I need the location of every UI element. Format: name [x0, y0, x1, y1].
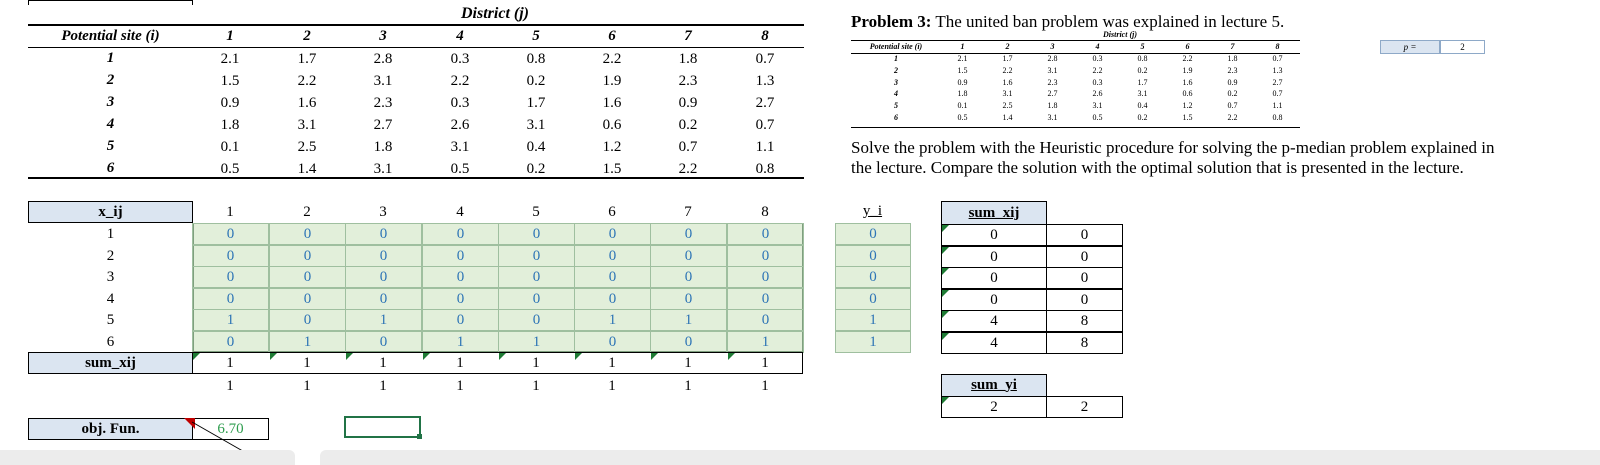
sum-xij-label: sum_xij — [941, 201, 1047, 225]
mini-distance-value: 3.1 — [1002, 89, 1013, 99]
x-rhs-cell: 1 — [226, 378, 234, 394]
x-cell-input[interactable]: 0 — [574, 266, 651, 288]
distance-value: 1.8 — [678, 51, 698, 67]
x-cell-input[interactable]: 1 — [345, 309, 422, 331]
district-col-header: 1 — [226, 28, 234, 44]
error-indicator — [728, 353, 735, 360]
distance-value: 3.1 — [373, 73, 393, 89]
mini-distance-value: 1.5 — [957, 65, 968, 75]
mini-district-header: District (j) — [1103, 30, 1137, 39]
mini-distance-value: 0.8 — [1137, 54, 1148, 63]
sum-xij-cell[interactable]: 0 — [941, 289, 1047, 311]
mini-distance-value: 1.6 — [1182, 77, 1193, 87]
p-value[interactable]: 2 — [1440, 40, 1485, 54]
site-label: 3 — [106, 94, 115, 110]
x-sum-cell[interactable]: 1 — [608, 355, 616, 371]
mini-corner-label: Potential site (i) — [869, 42, 923, 51]
site-label: 1 — [106, 50, 115, 66]
mini-distance-value: 0.7 — [1272, 89, 1283, 99]
mini-col-header: 1 — [960, 42, 965, 51]
distance-value: 1.5 — [602, 161, 622, 177]
problem-title: Problem 3: — [851, 12, 932, 31]
mini-distance-value: 0.8 — [1272, 113, 1283, 122]
error-indicator — [270, 353, 277, 360]
fill-handle[interactable] — [417, 434, 422, 439]
distance-value: 0.7 — [755, 117, 775, 133]
distance-value: 2.1 — [220, 51, 240, 67]
x-sum-cell[interactable]: 1 — [456, 355, 464, 371]
x-cell-input[interactable]: 0 — [574, 288, 651, 310]
mini-distance-value: 3.1 — [1047, 65, 1058, 75]
y-table-label: y_i — [862, 203, 883, 219]
x-cell-input[interactable]: 0 — [345, 331, 422, 353]
distance-value: 3.1 — [526, 117, 546, 133]
x-cell-input[interactable]: 0 — [422, 288, 499, 310]
mini-distance-value: 0.7 — [1227, 101, 1238, 111]
x-row-label: 5 — [106, 312, 115, 328]
error-indicator — [193, 353, 200, 360]
distance-value: 0.3 — [450, 51, 470, 67]
mini-site-label: 2 — [894, 65, 898, 75]
distance-value: 3.1 — [450, 139, 470, 155]
distance-value: 2.7 — [755, 95, 775, 111]
table-rule — [28, 24, 804, 26]
x-sum-cell[interactable]: 1 — [532, 355, 540, 371]
error-indicator — [346, 353, 353, 360]
distance-value: 2.2 — [602, 51, 622, 67]
x-cell-input[interactable]: 0 — [269, 245, 346, 267]
y-cell-input[interactable]: 0 — [835, 223, 911, 245]
error-indicator — [499, 353, 506, 360]
sum-xij-rhs[interactable]: 8 — [1046, 310, 1123, 332]
x-rhs-cell: 1 — [532, 378, 540, 394]
x-cell-input[interactable]: 0 — [192, 223, 269, 245]
distance-value: 0.7 — [755, 51, 775, 67]
y-cell-input[interactable]: 0 — [835, 245, 911, 267]
mini-distance-value: 1.3 — [1272, 65, 1283, 75]
mini-distance-value: 1.8 — [957, 89, 968, 99]
mini-distance-value: 3.1 — [1092, 101, 1103, 111]
district-col-header: 6 — [608, 28, 616, 44]
distance-value: 1.5 — [220, 73, 240, 89]
error-indicator — [423, 353, 430, 360]
x-col-header: 5 — [532, 204, 540, 220]
distance-value: 2.2 — [678, 161, 698, 177]
district-col-header: 3 — [379, 28, 387, 44]
x-sum-cell[interactable]: 1 — [684, 355, 692, 371]
mini-col-header: 5 — [1140, 42, 1145, 51]
error-indicator — [942, 397, 949, 404]
x-row-label: 6 — [106, 333, 115, 350]
x-cell-input[interactable]: 0 — [345, 223, 422, 245]
sum-row-label: sum_xij — [28, 352, 193, 374]
y-cell-input[interactable]: 0 — [835, 288, 911, 310]
distance-value: 0.2 — [678, 117, 698, 133]
distance-value: 1.7 — [526, 95, 546, 111]
mini-distance-value: 0.9 — [1227, 77, 1238, 87]
mini-distance-value: 3.1 — [1137, 89, 1148, 99]
x-row-label: 2 — [106, 247, 115, 264]
error-indicator — [942, 290, 949, 297]
mini-distance-value: 1.5 — [1182, 113, 1193, 122]
sum-xij-cell[interactable]: 4 — [941, 332, 1047, 354]
distance-value: 1.3 — [755, 73, 775, 89]
mini-distance-value: 2.2 — [1092, 65, 1103, 75]
distance-value: 0.2 — [526, 161, 546, 177]
mini-distance-value: 0.9 — [957, 77, 968, 87]
x-rhs-cell: 1 — [303, 378, 311, 394]
distance-value: 0.2 — [526, 73, 546, 89]
x-col-header: 2 — [303, 204, 311, 220]
mini-distance-value: 1.8 — [1227, 54, 1238, 63]
mini-distance-value: 1.2 — [1182, 101, 1193, 111]
mini-rule — [851, 127, 1300, 128]
district-header: District (j) — [461, 5, 529, 22]
distance-value: 2.3 — [678, 73, 698, 89]
mini-distance-value: 1.8 — [1047, 101, 1058, 111]
x-cell-input[interactable]: 1 — [650, 309, 727, 331]
table-rule — [28, 177, 804, 179]
x-cell-input[interactable]: 0 — [650, 288, 727, 310]
mini-distance-value: 3.1 — [1047, 113, 1058, 122]
mini-rule — [851, 40, 1300, 41]
x-cell-input[interactable]: 1 — [269, 331, 346, 353]
mini-distance-value: 2.6 — [1092, 89, 1103, 99]
x-cell-input[interactable]: 0 — [269, 288, 346, 310]
x-cell-input[interactable]: 1 — [727, 331, 804, 353]
x-col-header: 8 — [761, 204, 769, 220]
sum-xij-cell[interactable]: 4 — [941, 310, 1047, 332]
x-rhs-cell: 1 — [379, 378, 387, 394]
x-cell-input[interactable]: 0 — [727, 288, 804, 310]
mini-distance-value: 1.1 — [1272, 101, 1283, 111]
x-cell-input[interactable]: 0 — [422, 266, 499, 288]
x-cell-input[interactable]: 0 — [269, 223, 346, 245]
x-cell-input[interactable]: 0 — [498, 266, 575, 288]
sum-xij-rhs[interactable]: 8 — [1046, 332, 1123, 354]
sum-xij-rhs[interactable]: 0 — [1046, 289, 1123, 311]
error-indicator — [942, 333, 949, 340]
distance-value: 0.8 — [755, 161, 775, 177]
x-cell-input[interactable]: 0 — [727, 223, 804, 245]
y-cell-input[interactable]: 1 — [835, 331, 911, 353]
problem-line-1: Solve the problem with the Heuristic procedure for solving the p-median problem explained in — [851, 138, 1495, 157]
distance-value: 1.2 — [602, 139, 622, 155]
selected-cell[interactable] — [344, 416, 421, 438]
site-label: 6 — [106, 160, 115, 176]
mini-distance-value: 0.7 — [1272, 54, 1283, 63]
horizontal-scrollbar[interactable] — [320, 450, 1600, 465]
distance-value: 0.5 — [220, 161, 240, 177]
error-indicator — [942, 311, 949, 318]
p-label: p = — [1380, 40, 1440, 54]
x-cell-input[interactable]: 0 — [650, 266, 727, 288]
distance-value: 0.5 — [450, 161, 470, 177]
x-cell-input[interactable]: 0 — [422, 223, 499, 245]
x-col-header: 6 — [608, 204, 616, 220]
distance-value: 2.6 — [450, 117, 470, 133]
x-cell-input[interactable]: 0 — [269, 266, 346, 288]
district-col-header: 2 — [303, 28, 311, 44]
x-cell-input[interactable]: 0 — [498, 223, 575, 245]
distance-value: 2.5 — [297, 139, 317, 155]
district-col-header: 4 — [456, 28, 464, 44]
mini-col-header: 7 — [1230, 42, 1235, 51]
mini-distance-value: 0.3 — [1092, 54, 1103, 63]
mini-distance-value: 2.3 — [1047, 77, 1058, 87]
mini-distance-value: 0.1 — [957, 101, 968, 111]
x-cell-input[interactable]: 0 — [650, 223, 727, 245]
x-cell-input[interactable]: 0 — [345, 266, 422, 288]
mini-distance-value: 2.1 — [957, 54, 968, 63]
x-sum-cell[interactable]: 1 — [761, 355, 769, 371]
sum-xij-rhs[interactable]: 0 — [1046, 246, 1123, 268]
x-cell-input[interactable]: 1 — [422, 331, 499, 353]
problem-heading — [851, 11, 1284, 32]
error-indicator — [575, 353, 582, 360]
error-indicator — [942, 247, 949, 254]
mini-distance-value: 2.2 — [1002, 65, 1013, 75]
distance-value: 2.8 — [373, 51, 393, 67]
mini-distance-value: 2.5 — [1002, 101, 1013, 111]
x-cell-input[interactable]: 0 — [192, 245, 269, 267]
x-cell-input[interactable]: 0 — [422, 309, 499, 331]
distance-value: 1.1 — [755, 139, 775, 155]
error-indicator — [942, 268, 949, 275]
mini-col-header: 2 — [1005, 42, 1010, 51]
x-cell-input[interactable]: 0 — [269, 309, 346, 331]
x-cell-input[interactable]: 0 — [498, 309, 575, 331]
distance-value: 1.8 — [220, 117, 240, 133]
x-col-header: 3 — [379, 204, 387, 220]
site-label: 2 — [106, 72, 115, 88]
mini-distance-value: 0.2 — [1137, 113, 1148, 122]
x-row-label: 1 — [106, 226, 115, 242]
x-cell-input[interactable]: 0 — [574, 223, 651, 245]
error-indicator — [942, 225, 949, 232]
objective-value[interactable]: 6.70 — [192, 418, 269, 440]
x-cell-input[interactable]: 0 — [192, 288, 269, 310]
distance-value: 1.6 — [602, 95, 622, 111]
x-cell-input[interactable]: 0 — [650, 331, 727, 353]
distance-value: 0.9 — [678, 95, 698, 111]
x-cell-input[interactable]: 0 — [727, 309, 804, 331]
distance-value: 2.3 — [373, 95, 393, 111]
mini-site-label: 3 — [894, 77, 898, 87]
table-border — [192, 0, 193, 5]
x-cell-input[interactable]: 0 — [498, 245, 575, 267]
mini-distance-value: 1.7 — [1002, 54, 1013, 63]
table-border — [28, 0, 29, 5]
distance-value: 0.9 — [220, 95, 240, 111]
mini-distance-value: 2.2 — [1182, 54, 1193, 63]
sum-xij-cell[interactable]: 0 — [941, 224, 1047, 246]
x-table-label: x_ij — [28, 201, 193, 223]
x-cell-input[interactable]: 1 — [192, 309, 269, 331]
table-border — [28, 0, 193, 1]
mini-site-label: 1 — [894, 54, 898, 63]
y-cell-input[interactable]: 1 — [835, 309, 911, 331]
sum-xij-rhs[interactable]: 0 — [1046, 267, 1123, 289]
mini-distance-value: 2.7 — [1047, 89, 1058, 99]
distance-value: 2.7 — [373, 117, 393, 133]
corner-label: Potential site (i) — [61, 28, 160, 44]
error-indicator — [651, 353, 658, 360]
mini-distance-value: 1.6 — [1002, 77, 1013, 87]
x-col-header: 4 — [456, 204, 464, 220]
mini-distance-value: 0.6 — [1182, 89, 1193, 99]
mini-col-header: 8 — [1275, 42, 1280, 51]
x-cell-input[interactable]: 0 — [498, 288, 575, 310]
distance-value: 1.4 — [297, 161, 317, 177]
problem-intro: The united ban problem was explained in lecture 5. — [935, 12, 1285, 31]
sheet-tab-strip[interactable] — [0, 450, 295, 465]
distance-value: 0.6 — [602, 117, 622, 133]
district-col-header: 5 — [532, 28, 540, 44]
x-col-header: 1 — [226, 204, 234, 220]
distance-value: 0.4 — [526, 139, 546, 155]
x-row-label: 3 — [106, 269, 115, 285]
sum-xij-cell[interactable]: 0 — [941, 246, 1047, 268]
distance-value: 3.1 — [297, 117, 317, 133]
distance-value: 1.6 — [297, 95, 317, 111]
x-cell-input[interactable]: 1 — [498, 331, 575, 353]
mini-distance-value: 0.4 — [1137, 101, 1148, 111]
x-sum-cell[interactable]: 1 — [379, 355, 387, 371]
x-sum-cell[interactable]: 1 — [303, 355, 311, 371]
x-row-label: 4 — [106, 290, 115, 307]
x-cell-input[interactable]: 0 — [727, 266, 804, 288]
mini-distance-value: 2.2 — [1227, 113, 1238, 122]
distance-value: 1.9 — [602, 73, 622, 89]
mini-distance-value: 2.7 — [1272, 77, 1283, 87]
distance-value: 1.7 — [297, 51, 317, 67]
x-sum-cell[interactable]: 1 — [226, 355, 234, 371]
x-rhs-cell: 1 — [456, 378, 464, 394]
x-rhs-cell: 1 — [608, 378, 616, 394]
sum-yi-value[interactable]: 2 — [941, 396, 1047, 418]
x-cell-input[interactable]: 0 — [650, 245, 727, 267]
mini-distance-value: 1.7 — [1137, 77, 1148, 87]
x-rhs-cell: 1 — [761, 378, 769, 394]
x-cell-input[interactable]: 0 — [422, 245, 499, 267]
x-cell-input[interactable]: 0 — [345, 288, 422, 310]
distance-value: 0.8 — [526, 51, 546, 67]
x-cell-input[interactable]: 0 — [727, 245, 804, 267]
distance-value: 2.2 — [297, 73, 317, 89]
y-cell-input[interactable]: 0 — [835, 266, 911, 288]
mini-site-label: 4 — [894, 89, 898, 99]
x-cell-input[interactable]: 0 — [574, 245, 651, 267]
mini-col-header: 6 — [1185, 42, 1190, 51]
x-cell-input[interactable]: 0 — [574, 331, 651, 353]
distance-value: 1.8 — [373, 139, 393, 155]
distance-value: 0.7 — [678, 139, 698, 155]
x-cell-input[interactable]: 1 — [574, 309, 651, 331]
mini-distance-value: 2.8 — [1047, 54, 1058, 63]
mini-distance-value: 0.5 — [957, 113, 968, 122]
mini-distance-value: 1.4 — [1002, 113, 1013, 122]
mini-site-label: 6 — [894, 113, 898, 122]
mini-distance-value: 1.9 — [1182, 65, 1193, 75]
distance-value: 2.2 — [450, 73, 470, 89]
table-rule — [28, 47, 804, 48]
x-cell-input[interactable]: 0 — [192, 331, 269, 353]
distance-value: 3.1 — [373, 161, 393, 177]
site-label: 5 — [106, 138, 115, 154]
mini-distance-value: 2.3 — [1227, 65, 1238, 75]
sum-xij-cell[interactable]: 0 — [941, 267, 1047, 289]
mini-site-label: 5 — [894, 101, 898, 111]
objective-label: obj. Fun. — [28, 418, 193, 440]
sum-xij-rhs[interactable]: 0 — [1046, 224, 1123, 246]
mini-distance-value: 0.2 — [1137, 65, 1148, 75]
district-col-header: 8 — [761, 28, 769, 44]
mini-distance-value: 0.5 — [1092, 113, 1103, 122]
mini-distance-value: 0.2 — [1227, 89, 1238, 99]
sum-yi-label: sum_yi — [941, 374, 1047, 397]
mini-col-header: 3 — [1050, 42, 1055, 51]
distance-value: 0.3 — [450, 95, 470, 111]
x-col-header: 7 — [684, 204, 692, 220]
district-col-header: 7 — [684, 28, 692, 44]
mini-distance-value: 0.3 — [1092, 77, 1103, 87]
problem-line-2: the lecture. Compare the solution with the optimal solution that is presented in the lecture. — [851, 158, 1464, 177]
mini-col-header: 4 — [1095, 42, 1100, 51]
x-cell-input[interactable]: 0 — [345, 245, 422, 267]
x-rhs-cell: 1 — [684, 378, 692, 394]
distance-value: 0.1 — [220, 139, 240, 155]
sum-yi-rhs[interactable]: 2 — [1046, 396, 1123, 418]
site-label: 4 — [106, 116, 115, 132]
x-cell-input[interactable]: 0 — [192, 266, 269, 288]
